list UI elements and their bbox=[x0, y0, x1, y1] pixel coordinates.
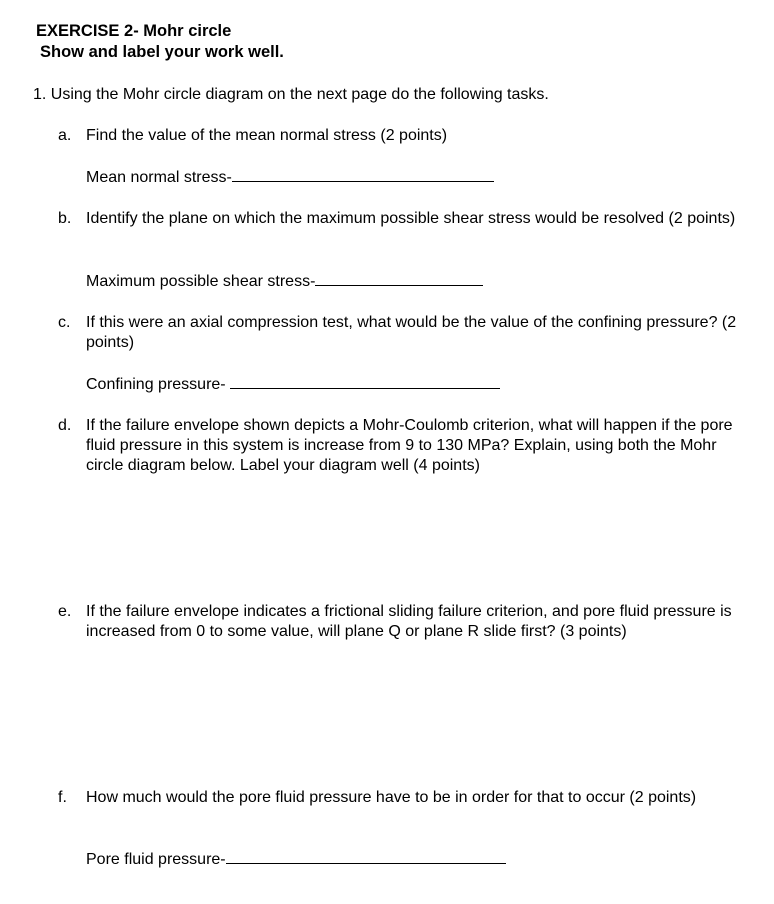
item-letter: c. bbox=[58, 314, 71, 331]
answer-blank[interactable] bbox=[230, 374, 500, 389]
answer-blank[interactable] bbox=[232, 167, 494, 182]
question-text: Using the Mohr circle diagram on the next page do the following tasks. bbox=[50, 86, 549, 103]
answer-line-pore-fluid-pressure bbox=[86, 849, 506, 870]
item-letter: e. bbox=[58, 603, 72, 620]
item-letter: d. bbox=[58, 417, 72, 434]
answer-line-max-shear-stress bbox=[86, 271, 483, 292]
answer-label: Confining pressure- bbox=[86, 376, 226, 393]
item-text: Identify the plane on which the maximum possible shear stress would be resolved (2 points) bbox=[86, 210, 736, 227]
answer-label: Maximum possible shear stress- bbox=[86, 273, 316, 290]
item-letter: f. bbox=[58, 789, 67, 806]
exercise-title: EXERCISE 2- Mohr circle bbox=[36, 22, 232, 40]
item-text: How much would the pore fluid pressure have to be in order for that to occur (2 points) bbox=[86, 789, 697, 806]
exercise-subtitle: Show and label your work well. bbox=[40, 43, 284, 61]
answer-blank[interactable] bbox=[315, 271, 483, 286]
answer-label: Mean normal stress- bbox=[86, 169, 232, 186]
item-text: If this were an axial compression test, what would be the value of the confining pressure? (2 points) bbox=[86, 314, 737, 351]
item-text: If the failure envelope indicates a frictional sliding failure criterion, and pore fluid pressure is increased from 0 to some value, will plane Q or plane R slide first? (3 points) bbox=[86, 603, 732, 640]
item-text: If the failure envelope shown depicts a Mohr-Coulomb criterion, what will happen if the pore fluid pressure in this system is increase from 9 to 130 MPa? Explain, using both the Mohr circle diagram below. Label your diagram well (4 points) bbox=[86, 417, 733, 474]
item-letter: a. bbox=[58, 127, 72, 144]
question-number: 1. bbox=[33, 86, 47, 103]
item-letter: b. bbox=[58, 210, 72, 227]
answer-line-mean-normal-stress bbox=[86, 167, 494, 188]
answer-label: Pore fluid pressure- bbox=[86, 851, 226, 868]
answer-line-confining-pressure bbox=[86, 374, 500, 395]
item-text: Find the value of the mean normal stress (2 points) bbox=[86, 127, 448, 144]
answer-blank[interactable] bbox=[226, 849, 506, 864]
question-1 bbox=[33, 85, 549, 105]
